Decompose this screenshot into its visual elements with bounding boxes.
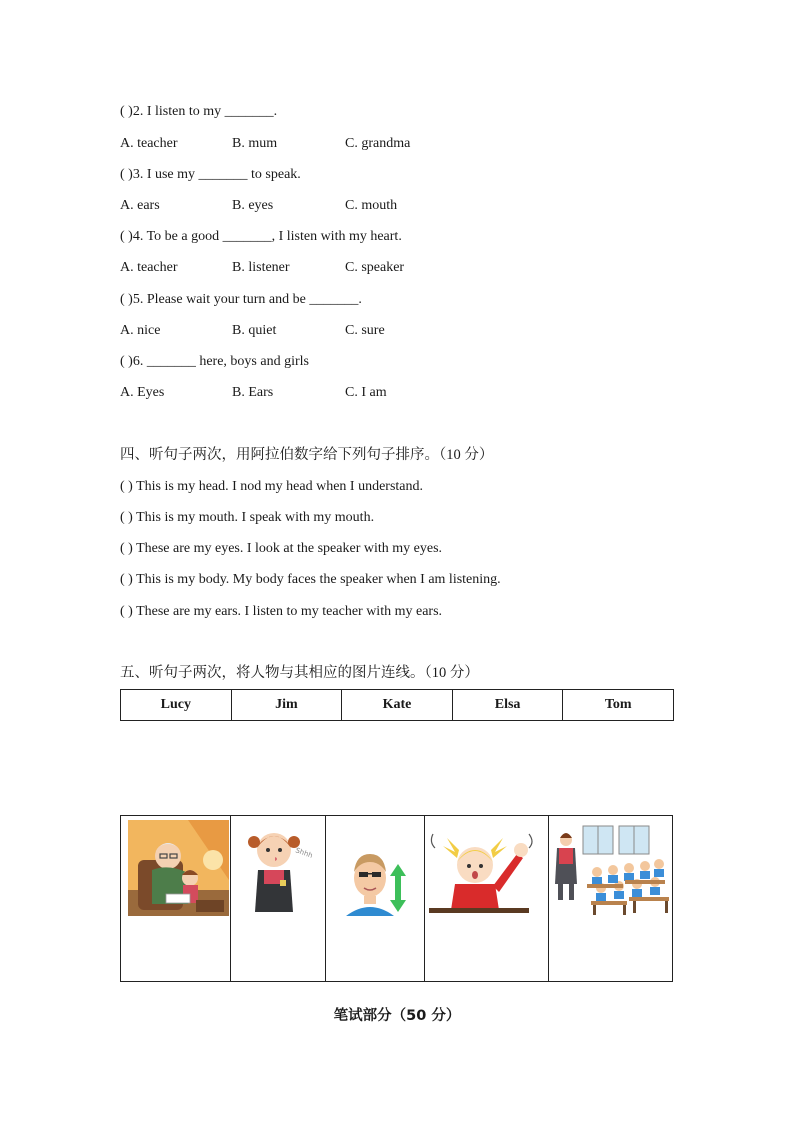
question-4-option-a: A. teacher — [120, 260, 178, 275]
pictures-table — [120, 815, 673, 982]
question-5-option-c: C. sure — [345, 323, 385, 338]
section-4-sentence: ( ) This is my mouth. I speak with my mouth. — [120, 510, 375, 525]
section-4-sentence: ( ) These are my eyes. I look at the speaker with my eyes. — [120, 541, 443, 556]
name-cell-kate: Kate — [342, 690, 453, 721]
written-test-heading: 笔试部分（50 分） — [333, 1008, 461, 1024]
question-4-stem: ( )4. To be a good _______, I listen with my heart. — [120, 229, 402, 244]
question-5-option-a: A. nice — [120, 323, 161, 338]
classroom-picture — [549, 816, 672, 981]
question-2-stem: ( )2. I listen to my _______. — [120, 104, 278, 119]
question-4-option-b: B. listener — [232, 260, 290, 275]
question-3-option-b: B. eyes — [232, 198, 274, 213]
question-3-stem: ( )3. I use my _______ to speak. — [120, 167, 301, 182]
question-2-option-a: A. teacher — [120, 136, 178, 151]
girl-raising-hand-picture — [425, 816, 550, 981]
question-6-option-b: B. Ears — [232, 385, 274, 400]
section-4-heading: 四、听句子两次，用阿拉伯数字给下列句子排序。（10 分） — [120, 447, 494, 463]
question-2-option-b: B. mum — [232, 136, 278, 151]
question-3-option-a: A. ears — [120, 198, 160, 213]
name-cell-elsa: Elsa — [452, 690, 563, 721]
section-5-heading: 五、听句子两次，将人物与其相应的图片连线。（10 分） — [120, 665, 479, 681]
question-5-option-b: B. quiet — [232, 323, 277, 338]
question-2-option-c: C. grandma — [345, 136, 411, 151]
question-3-option-c: C. mouth — [345, 198, 398, 213]
name-cell-jim: Jim — [231, 690, 342, 721]
question-4-option-c: C. speaker — [345, 260, 405, 275]
names-table — [120, 689, 674, 721]
girl-quiet-picture — [231, 816, 327, 981]
grandma-reading-picture — [121, 816, 231, 981]
question-6-stem: ( )6. _______ here, boys and girls — [120, 354, 309, 369]
question-6-option-a: A. Eyes — [120, 385, 165, 400]
boy-glasses-picture — [326, 816, 425, 981]
name-cell-tom: Tom — [563, 690, 674, 721]
name-cell-lucy: Lucy — [121, 690, 232, 721]
question-6-option-c: C. I am — [345, 385, 387, 400]
shhh-label: Shhh — [293, 846, 314, 860]
question-5-stem: ( )5. Please wait your turn and be _______. — [120, 292, 362, 307]
section-4-sentence: ( ) These are my ears. I listen to my teacher with my ears. — [120, 604, 443, 619]
section-4-sentence: ( ) This is my body. My body faces the speaker when I am listening. — [120, 572, 501, 587]
section-4-sentence: ( ) This is my head. I nod my head when I understand. — [120, 479, 424, 494]
